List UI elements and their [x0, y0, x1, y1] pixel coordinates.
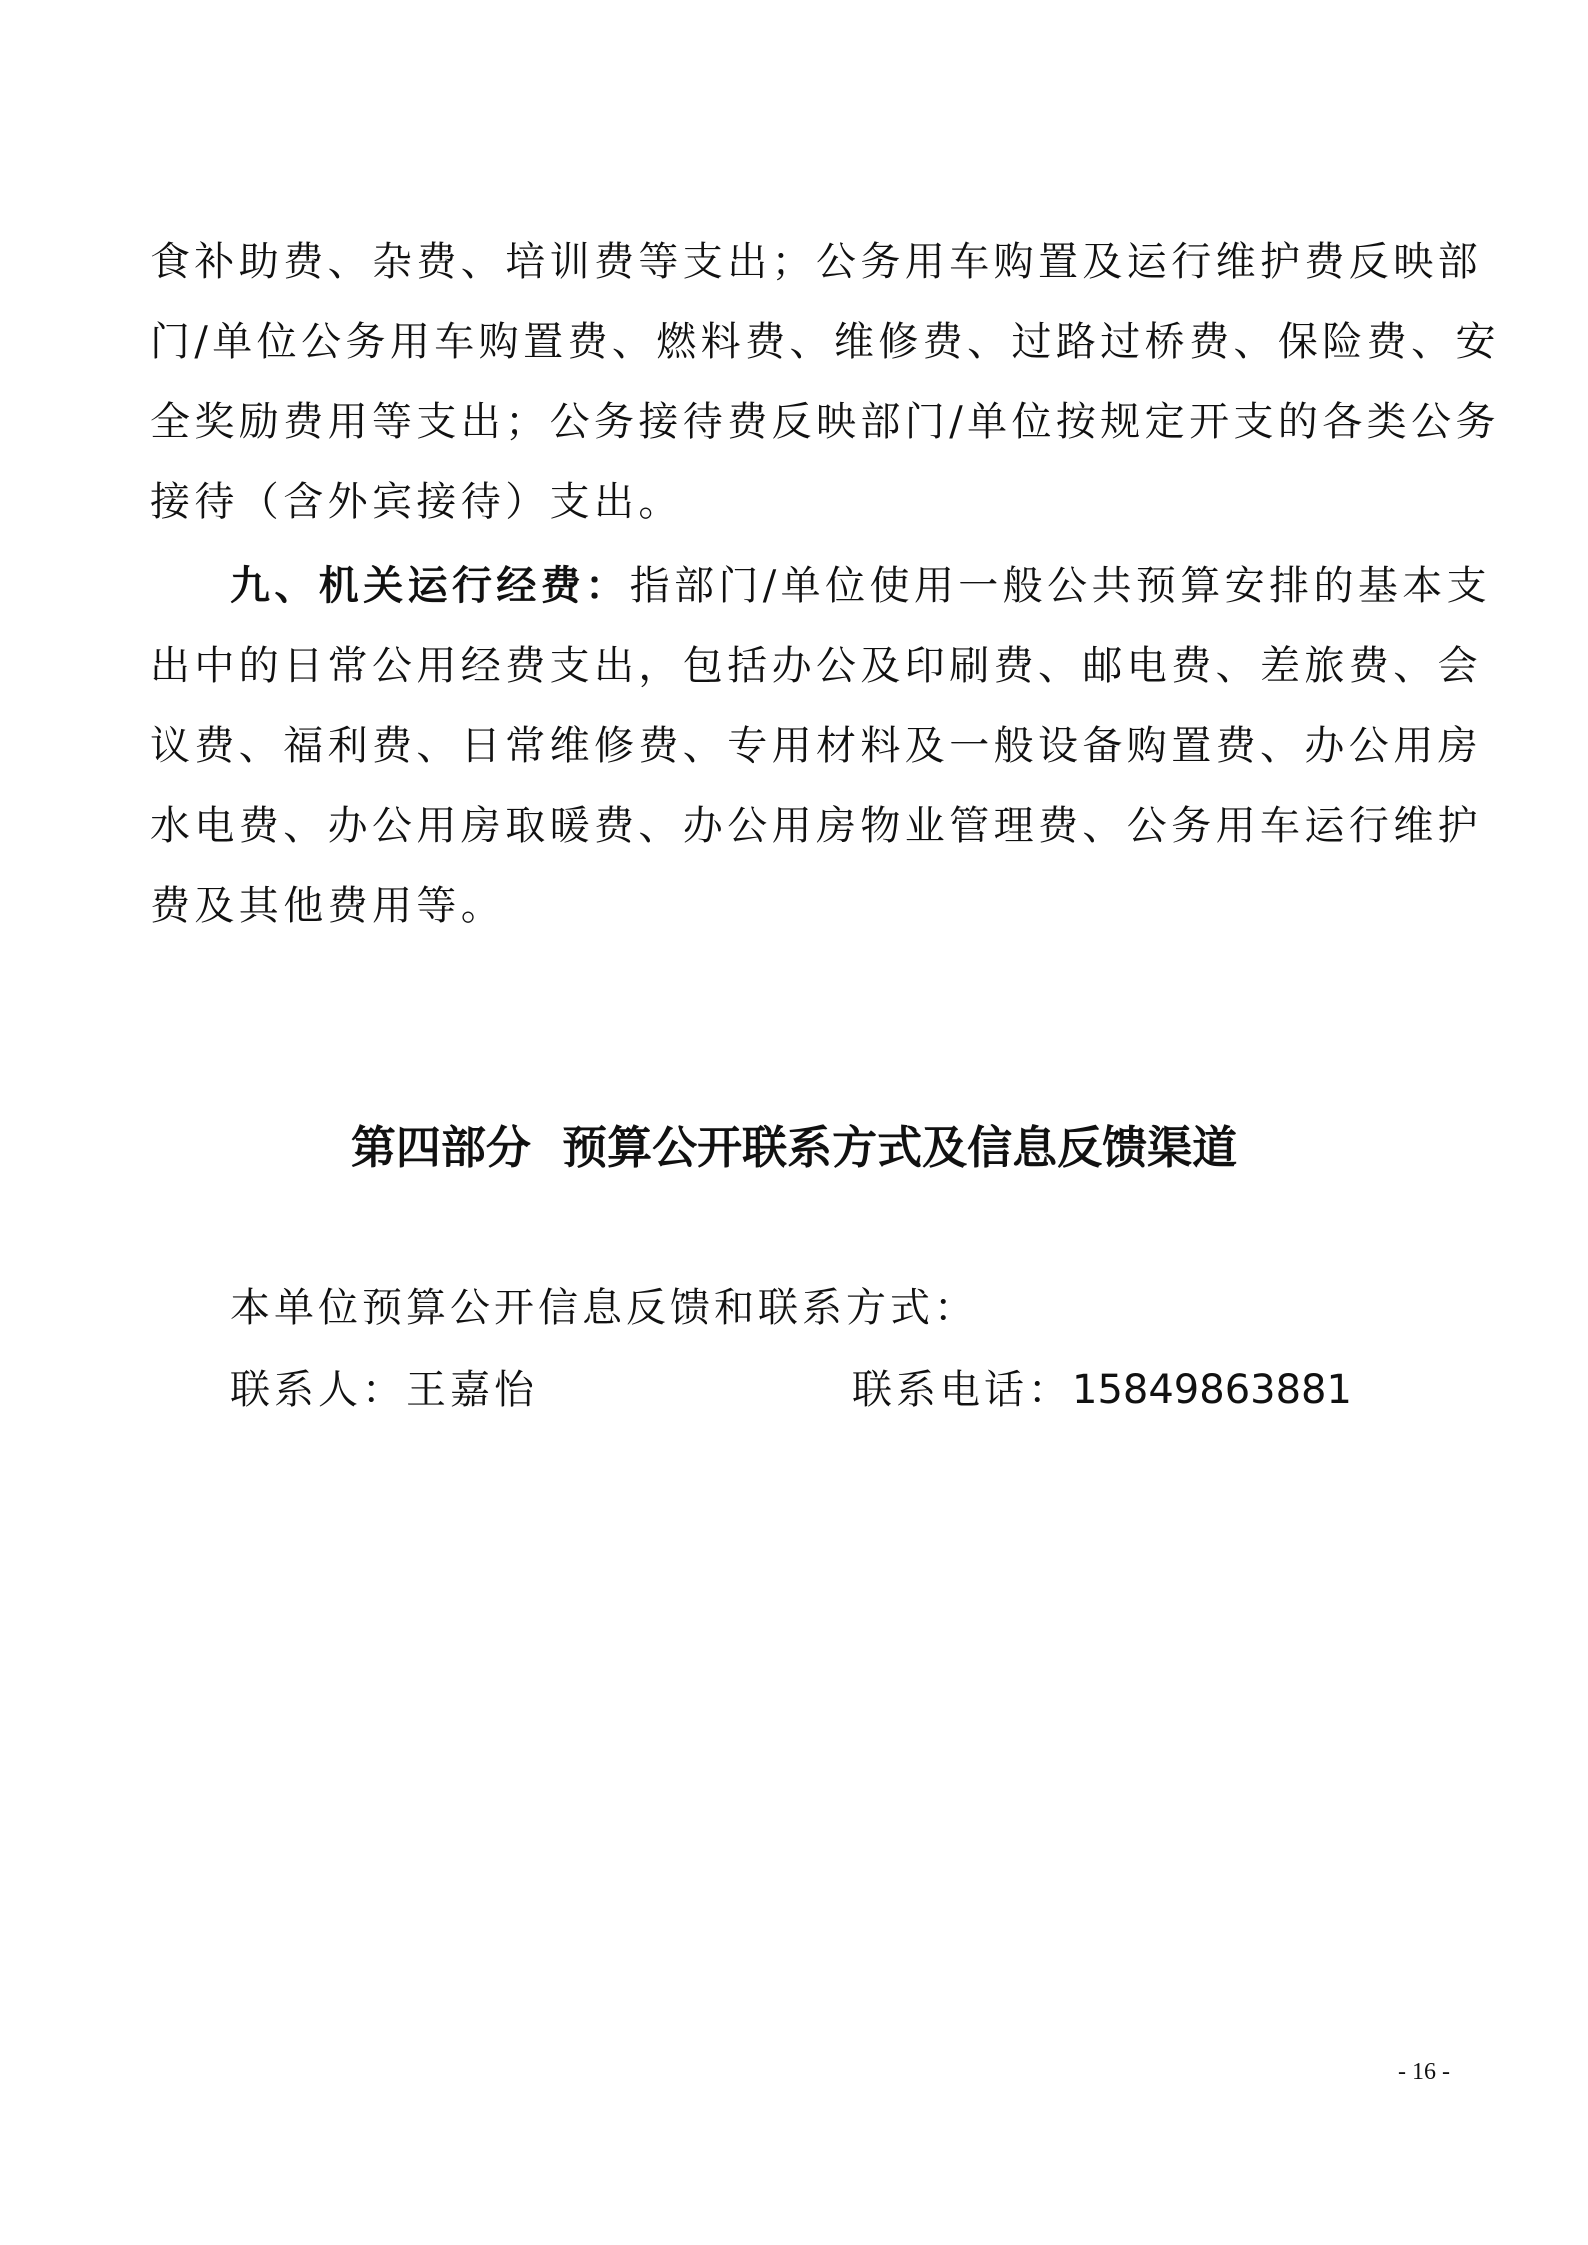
paragraph1-line-1: 食补助费、杂费、培训费等支出；公务用车购置及运行维护费反映部 — [150, 239, 1482, 285]
paragraph2-line-1 — [230, 562, 1492, 610]
paragraph2-line-4: 水电费、办公用房取暖费、办公用房物业管理费、公务用车运行维护 — [150, 803, 1482, 849]
paragraph2-line-2: 出中的日常公用经费支出，包括办公及印刷费、邮电费、差旅费、会 — [150, 643, 1482, 689]
paragraph2-line-1-rest: 指部门/单位使用一般公共预算安排的基本支 — [629, 563, 1492, 609]
paragraph2-line-5: 费及其他费用等。 — [150, 883, 506, 929]
contact-phone-label: 联系电话： — [852, 1367, 1072, 1413]
contact-phone-number: 15849863881 — [1072, 1367, 1352, 1413]
paragraph1-line-3: 全奖励费用等支出；公务接待费反映部门/单位按规定开支的各类公务 — [150, 399, 1500, 445]
contact-person-name: 王嘉怡 — [406, 1367, 538, 1413]
paragraph1-line-2: 门/单位公务用车购置费、燃料费、维修费、过路过桥费、保险费、安 — [150, 319, 1500, 365]
contact-person-label: 联系人： — [230, 1367, 406, 1413]
paragraph2-line-3: 议费、福利费、日常维修费、专用材料及一般设备购置费、办公用房 — [150, 723, 1482, 769]
contact-phone-row — [852, 1366, 1352, 1414]
page-number: - 16 - — [1398, 2059, 1450, 2085]
section-title: 第四部分 预算公开联系方式及信息反馈渠道 — [350, 1121, 1238, 1174]
contact-person-row — [230, 1366, 538, 1414]
paragraph2-lead: 九、机关运行经费： — [230, 562, 630, 609]
paragraph1-line-4: 接待（含外宾接待）支出。 — [150, 479, 683, 525]
contact-intro: 本单位预算公开信息反馈和联系方式： — [230, 1285, 978, 1331]
